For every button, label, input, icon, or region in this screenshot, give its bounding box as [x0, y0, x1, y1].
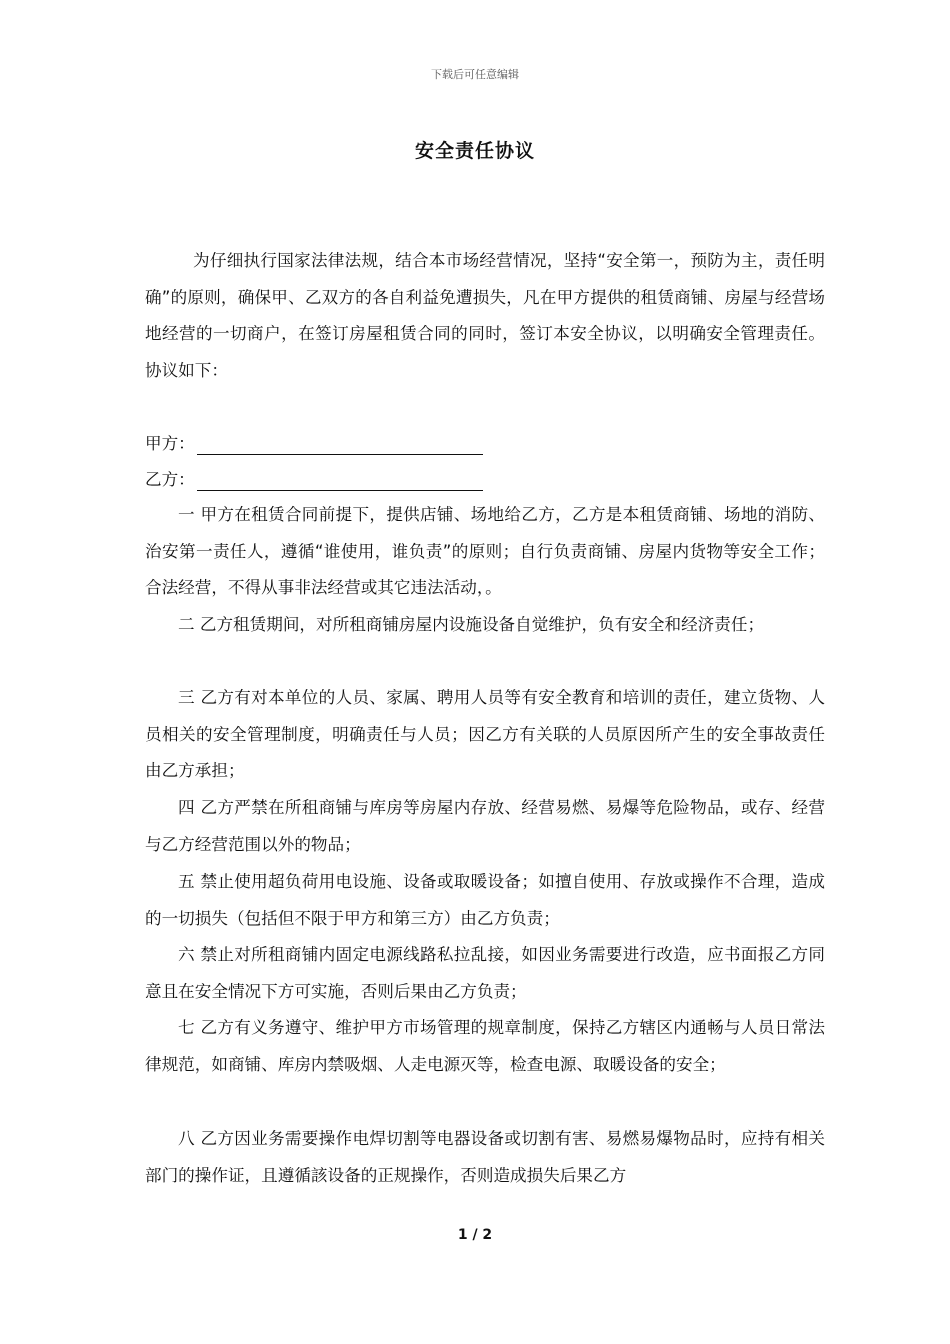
party-a-line — [145, 433, 483, 455]
clause-7: 七 乙方有义务遵守、维护甲方市场管理的规章制度，保持乙方辖区内通畅与人员日常法律规范，如商铺、库房内禁吸烟、人走电源灭等，检查电源、取暖设备的安全； — [145, 1018, 825, 1074]
party-a-blank[interactable] — [197, 434, 483, 455]
clause-5: 五 禁止使用超负荷用电设施、设备或取暖设备；如擅自使用、存放或操作不合理，造成的一切损失（包括但不限于甲方和第三方）由乙方负责； — [145, 872, 825, 928]
party-a-label: 甲方： — [145, 434, 195, 453]
page-indicator: 1 / 2 — [457, 1227, 493, 1243]
clause-4: 四 乙方严禁在所租商铺与库房等房屋内存放、经营易燃、易爆等危险物品，或存、经营与乙方经营范围以外的物品； — [145, 798, 825, 854]
clause-1: 一 甲方在租赁合同前提下，提供店铺、场地给乙方，乙方是本租赁商铺、场地的消防、治安第一责任人，遵循“谁使用，谁负责”的原则；自行负责商铺、房屋内货物等安全工作；合法经营，不得从事非法经营或其它违法活动，。 — [145, 505, 825, 597]
clause-6: 六 禁止对所租商铺内固定电源线路私拉乱接，如因业务需要进行改造，应书面报乙方同意且在安全情况下方可实施，否则后果由乙方负责； — [145, 945, 825, 1001]
clause-3: 三 乙方有对本单位的人员、家属、聘用人员等有安全教育和培训的责任，建立货物、人员相关的安全管理制度，明确责任与人员；因乙方有关联的人员原因所产生的安全事故责任由乙方承担； — [145, 688, 825, 780]
clause-8: 八 乙方因业务需要操作电焊切割等电器设备或切割有害、易燃易爆物品时，应持有相关部门的操作证，且遵循該设备的正规操作，否则造成损失后果乙方 — [145, 1129, 825, 1185]
header-watermark: 下载后可任意编辑 — [431, 68, 519, 81]
document-title: 安全责任协议 — [414, 140, 535, 162]
party-b-line — [145, 469, 483, 491]
intro-paragraph: 为仔细执行国家法律法规，结合本市场经营情况，坚持“安全第一，预防为主，责任明确”的原则，确保甲、乙双方的各自利益免遭损失，凡在甲方提供的租赁商铺、房屋与经营场地经营的一切商户，在签订房屋租赁合同的同时，签订本安全协议，以明确安全管理责任。协议如下： — [145, 251, 825, 380]
party-b-blank[interactable] — [197, 470, 483, 491]
clause-2: 二 乙方租赁期间，对所租商铺房屋内设施设备自觉维护，负有安全和经济责任； — [178, 615, 765, 634]
party-b-label: 乙方： — [145, 470, 195, 489]
